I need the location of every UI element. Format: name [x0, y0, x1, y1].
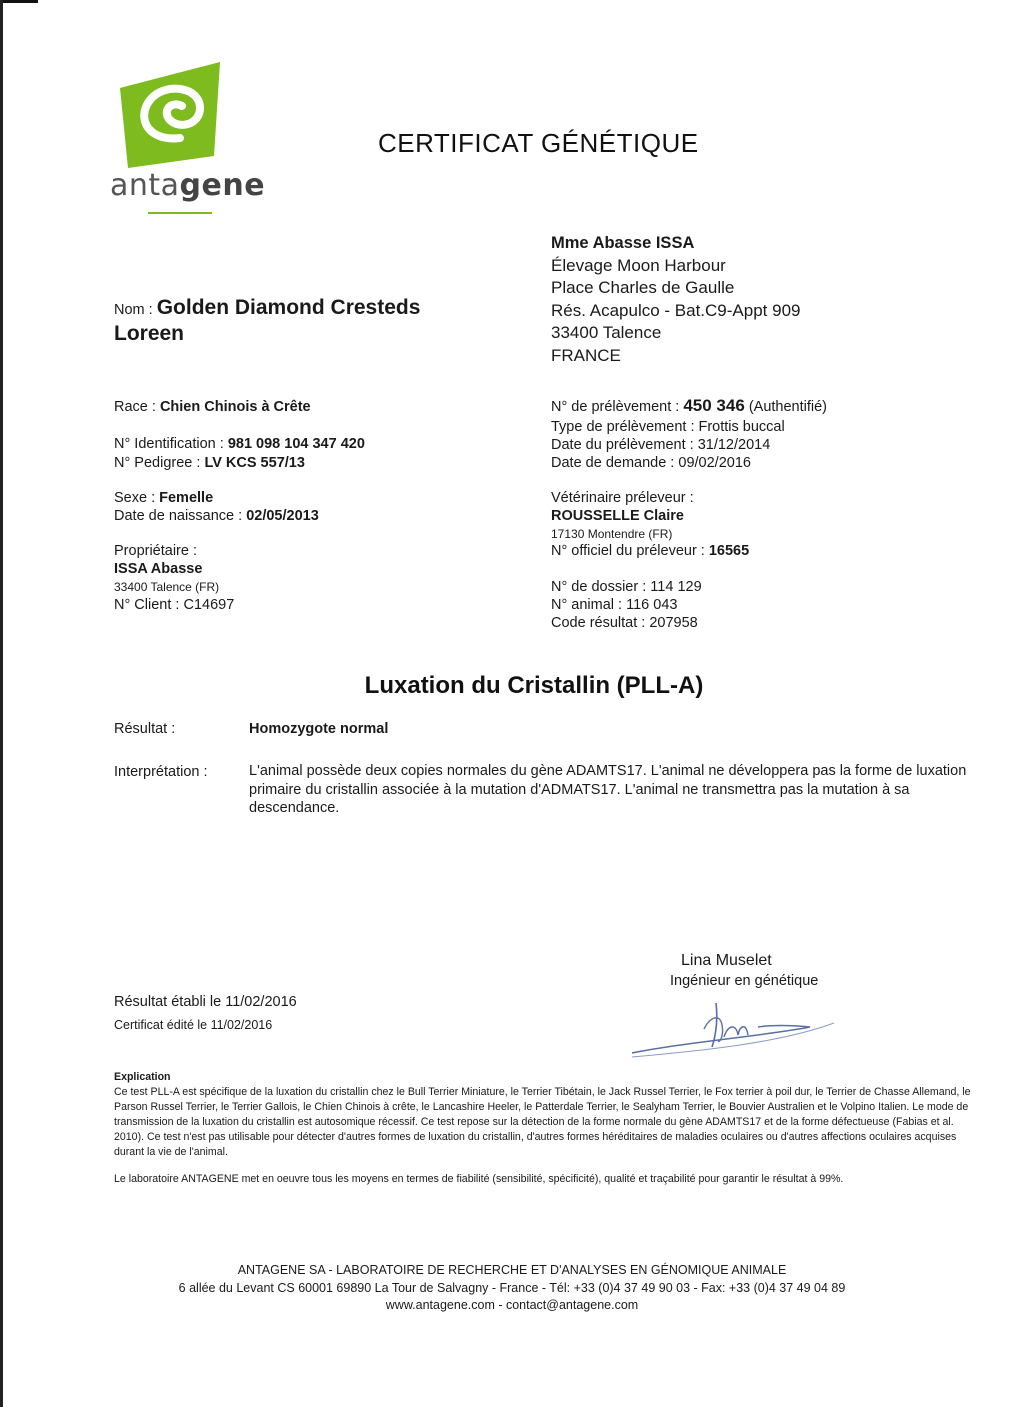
certificate-edited-date: Certificat édité le 11/02/2016	[114, 1018, 273, 1032]
animal-name-label: Nom :	[114, 302, 157, 318]
logo-wordmark: antagene	[110, 168, 266, 203]
sample-number-line: N° de prélèvement : 450 346 (Authentifié)	[551, 396, 828, 415]
pedigree-line: N° Pedigree : LV KCS 557/13	[114, 455, 305, 471]
sex-line: Sexe : Femelle	[114, 490, 214, 506]
identification-value: 981 098 104 347 420	[227, 436, 365, 452]
footer-web: www.antagene.com - contact@antagene.com	[385, 1298, 639, 1312]
addressee-line: Rés. Acapulco - Bat.C9-Appt 909	[551, 300, 801, 320]
identification-line: N° Identification : 981 098 104 347 420	[114, 436, 365, 452]
addressee-name: Mme Abasse ISSA	[551, 234, 695, 252]
addressee-line: Place Charles de Gaulle	[551, 278, 735, 298]
birthdate-value: 02/05/2013	[246, 508, 319, 524]
result-value: Homozygote normal	[249, 721, 389, 737]
explanation-text: Ce test PLL-A est spécifique de la luxation du cristallin chez le Bull Terrier Miniature, le Terrier Tibétain, le Jack Russel Terrier, le Fox terrier à poil dur, le Terrier de Chasse Allemand, le Parson Russel Terrier, le Terrier Gallois, le Chien Chinois à crête, le Lancashire Heeler, le Patterdale Terrier, le Sealyham Terrier, le Bouvier Australien et le Volpino Italien. Le mode de transmission de la luxation du cristallin est autosomique récessif. Ce test repose sur la détection de la forme normale du gène ADAMTS17 et de la forme défectueuse (Fabias et al. 2010). Ce test n'est pas utilisable pour détecter d'autres formes de luxation du cristallin, d'autres formes héréditaires de maladies oculaires ou d'autres affections oculaires acquises durant la vie de l'animal.	[114, 1086, 971, 1158]
sample-date-line: Date du prélèvement : 31/12/2014	[551, 437, 771, 453]
breed-line: Race : Chien Chinois à Crête	[114, 399, 311, 415]
lab-reliability-note: Le laboratoire ANTAGENE met en oeuvre tous les moyens en termes de fiabilité (sensibilité, spécificité), qualité et traçabilité pour garantir le résultat à 99%.	[114, 1173, 844, 1185]
client-value: C14697	[183, 597, 235, 613]
animal-name: Golden Diamond Cresteds	[156, 296, 421, 319]
document-title: CERTIFICAT GÉNÉTIQUE	[378, 128, 699, 158]
signatory-role: Ingénieur en génétique	[670, 973, 819, 989]
result-label: Résultat :	[114, 721, 176, 737]
explanation-heading: Explication	[114, 1071, 171, 1083]
explanation-block	[114, 1070, 974, 1160]
pedigree-value: LV KCS 557/13	[204, 455, 305, 471]
animal-name-line2: Loreen	[114, 322, 185, 345]
owner-city: 33400 Talence (FR)	[114, 580, 220, 594]
birthdate-line: Date de naissance : 02/05/2013	[114, 508, 319, 524]
footer-company: ANTAGENE SA - LABORATOIRE DE RECHERCHE ET D'ANALYSES EN GÉNOMIQUE ANIMALE	[237, 1263, 787, 1277]
vet-name: ROUSSELLE Claire	[551, 508, 684, 524]
owner-label: Propriétaire :	[114, 543, 198, 559]
result-established-date: Résultat établi le 11/02/2016	[114, 994, 297, 1010]
sample-type-line: Type de prélèvement : Frottis buccal	[551, 419, 785, 435]
vet-official-value: 16565	[708, 543, 750, 559]
vet-city: 17130 Montendre (FR)	[551, 527, 673, 541]
owner-name: ISSA Abasse	[114, 561, 203, 577]
addressee-line: FRANCE	[551, 345, 621, 365]
addressee-block	[551, 232, 800, 368]
request-date-line: Date de demande : 09/02/2016	[551, 455, 751, 471]
scan-edge	[0, 0, 3, 1407]
test-title: Luxation du Cristallin (PLL-A)	[364, 672, 704, 699]
signatory-name: Lina Muselet	[681, 952, 772, 969]
footer-address: 6 allée du Levant CS 60001 69890 La Tour de Salvagny - France - Tél: +33 (0)4 37 49 90 03 - Fax: +33 (0)4 37 49 04 89	[178, 1281, 846, 1295]
logo-underline	[148, 212, 212, 214]
interpretation-text: L'animal possède deux copies normales du gène ADAMTS17. L'animal ne développera pas la forme de luxation primaire du cristallin associée à la mutation d'ADMATS17. L'animal ne transmettra pas la mutation à sa descendance.	[249, 763, 967, 816]
file-number-line: N° de dossier : 114 129	[551, 579, 702, 595]
antagene-logo	[108, 60, 266, 218]
animal-number-line: N° animal : 116 043	[551, 597, 678, 613]
sex-value: Femelle	[159, 490, 214, 506]
result-code-line: Code résultat : 207958	[551, 615, 698, 631]
handwritten-signature	[620, 995, 850, 1065]
client-line: N° Client : C14697	[114, 597, 235, 613]
sample-number-value: 450 346	[683, 396, 745, 415]
breed-value: Chien Chinois à Crête	[159, 399, 311, 415]
scan-edge	[0, 0, 38, 3]
animal-name-block	[114, 296, 420, 346]
interpretation-label: Interprétation :	[114, 764, 208, 780]
vet-official-line: N° officiel du préleveur : 16565	[551, 543, 750, 559]
addressee-line: 33400 Talence	[551, 323, 662, 343]
logo-mark-icon	[108, 60, 258, 170]
addressee-line: Élevage Moon Harbour	[551, 255, 726, 275]
vet-label: Vétérinaire préleveur :	[551, 490, 694, 506]
